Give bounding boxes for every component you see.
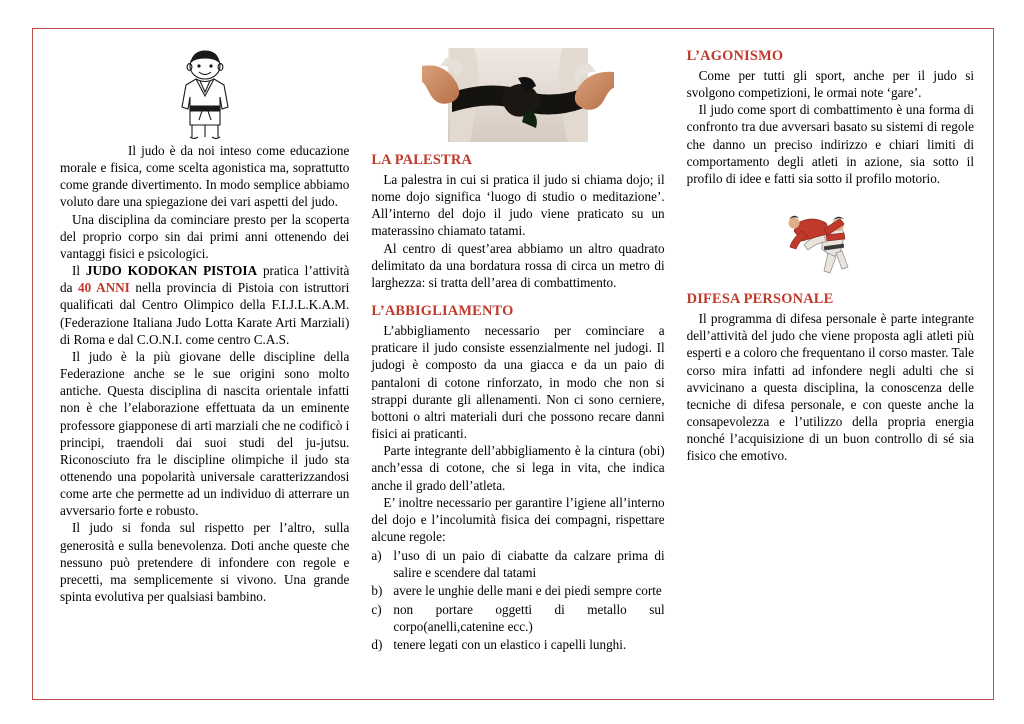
heading-abbigliamento: L’ABBIGLIAMENTO [371,303,514,320]
three-column-layout [52,48,974,682]
paragraph-history: Il judo è la più giovane delle discipline della Federazione anche se le sue origini sono molto antiche. Questa disciplina di nascita orientale infatti non è che l’elaborazione effettuata da un eminente professore giapponese di arti marziali che ne codificò i principi, traendoli dai suoi studi del ju-jutsu. Riconosciuto fra le discipline olimpiche il judo sta ottenendo una popolarità universale caratterizzandosi come arte che permette ad un individuo di atterrare un avversario forte e robusto. [60,348,350,519]
difesa-paragraph-1: Il programma di difesa personale è parte integrante dell’attività del judo che viene proposta agli atleti più esperti e a coloro che frequentano il corso master. Tale corso mira infatti ad infondere negli adulti che si avvicinano a questa disciplina, la conoscenza delle tecniche di difesa personale, e con queste anche la consapevolezza e l’utilizzo della propria energia nonché l’acquisizione di un buon controllo di sé sia fisico che emotivo. [686,311,975,464]
paragraph-values: Il judo si fonda sul rispetto per l’altro, sulla generosità e sulla benevolenza. Doti anche queste che nessuno può pretendere di infondere con regole e precetti, ma semplicemente si vivono. Una grande spinta evolutiva per qualsiasi bambino. [60,520,350,605]
list-item [371,601,664,635]
palestra-paragraph-2: Al centro di quest’area abbiamo un altro quadrato delimitato da una bordatura rossa di circa un metro di larghezza: si tratta dell’area di combattimento. [371,240,665,290]
paragraph-club-part2: pratica l’attività da [60,263,350,296]
abbigliamento-paragraph-3: E’ inoltre necessario per garantire l’igiene all’interno del dojo e l’incolumità fisica dei compagni, rispettare alcune regole: [371,494,665,544]
column-left [52,48,349,682]
rule-marker: c) [371,601,382,617]
club-name: JUDO KODOKAN PISTOIA [85,263,258,279]
rule-text: non portare oggetti di metallo sul corpo(anelli,catenine ecc.) [393,601,665,634]
section-spacer [371,291,664,303]
agonismo-paragraph-1: Come per tutti gli sport, anche per il judo si svolgono competizioni, le ormai note ‘gare’. [686,68,974,101]
judoka-cartoon-illustration [150,48,260,140]
judo-throw-illustration [770,203,890,277]
list-item [371,547,664,581]
rule-text: tenere legati con un elastico i capelli lunghi. [393,636,627,652]
paragraph-club-part1: Il [72,263,86,279]
years-highlight: 40 ANNI [78,280,130,296]
column-middle [371,48,664,682]
judo-belt-photo [422,48,614,142]
list-item [371,582,664,599]
abbigliamento-paragraph-2: Parte integrante dell’abbigliamento è la cintura (obi) anch’essa di cotone, che si lega in vita, che indica anche il grado dell’atleta. [371,443,665,493]
heading-la-palestra: LA PALESTRA [371,152,473,168]
rules-list [371,547,664,653]
rule-text: avere le unghie delle mani e dei piedi sempre corte [393,583,662,599]
abbigliamento-paragraph-1: L’abbigliamento necessario per cominciare a praticare il judo consiste essenzialmente nel judogi. Il judogi è composto da una giacca e da un paio di pantaloni di cotone rinforzato, in modo che non si strappi durante gli allenamenti. Non ci sono cerniere, bottoni o altri materiali duri che possono recare danni fisici ai praticanti. [371,323,665,442]
intro-paragraph: Il judo è da noi inteso come educazione morale e fisica, come scelta agonistica ma, soprattutto come grande divertimento. In modo semplice abbiamo voluto dare una spiegazione dei vari aspetti del judo. [60,143,350,210]
heading-agonismo: L’AGONISMO [686,48,784,64]
palestra-paragraph-1: La palestra in cui si pratica il judo si chiama dojo; il nome dojo significa ‘luogo di studio o meditazione’. All’interno del dojo il judo viene praticato su un materassino chiamato tatami. [371,172,665,239]
rule-marker: b) [371,583,383,599]
paragraph-discipline: Una disciplina da cominciare presto per la scoperta del proprio corpo sin dai primi anni ottenendo dei vantaggi fisici e psicologici. [60,211,350,261]
column-right [687,48,974,682]
paragraph-club [60,262,349,348]
list-item [371,636,664,653]
rule-marker: a) [371,548,382,564]
agonismo-paragraph-2: Il judo come sport di combattimento è una forma di confronto tra due avversari basato su sistemi di regole che danno un preciso indirizzo e chiari limiti di comportamento degli atleti in azione, sia sotto il profilo di idee e fatti sia sotto il profilo motorio. [686,102,974,186]
rule-text: l’uso di un paio di ciabatte da calzare prima di salire e scendere dal tatami [393,548,665,581]
paragraph-club-part3: nella provincia di Pistoia con istruttori qualificati dal Centro Olimpico della F.I.J.L.K.A.M.(Federazione Italiana Judo Lotta Karate Arti Marziali) di Roma e dal C.O.N.I. come centro C.A.S. [60,280,350,347]
heading-difesa-personale: DIFESA PERSONALE [686,291,834,308]
rule-marker: d) [371,636,383,652]
